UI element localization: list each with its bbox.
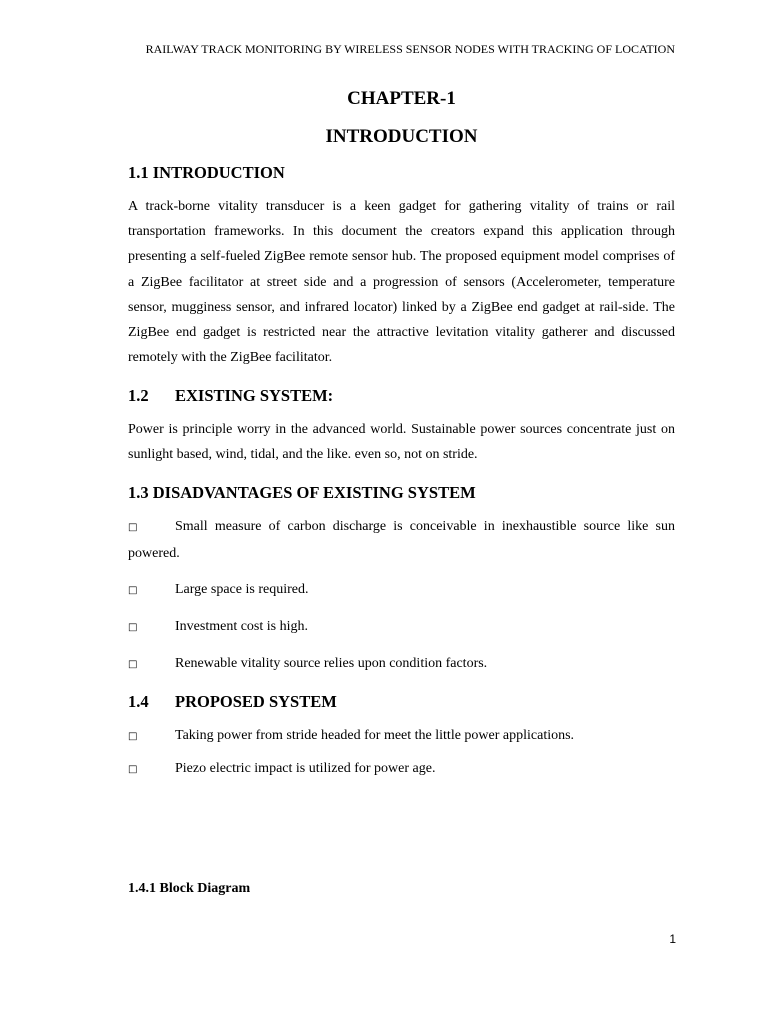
section-number: 1.2 <box>128 386 149 405</box>
list-item-text: Renewable vitality source relies upon condition factors. <box>175 656 488 671</box>
list-item-text: Taking power from stride headed for meet the little power applications. <box>175 728 575 743</box>
section-title: PROPOSED SYSTEM <box>175 692 337 711</box>
bullet-box-icon: □ <box>128 585 138 596</box>
bullet-box-icon: □ <box>128 764 138 775</box>
bullet-box-icon: □ <box>128 731 138 742</box>
running-header: RAILWAY TRACK MONITORING BY WIRELESS SENSOR NODES WITH TRACKING OF LOCATION <box>145 42 675 56</box>
list-item-text: Piezo electric impact is utilized for power age. <box>175 761 436 776</box>
chapter-title: INTRODUCTION <box>325 126 478 147</box>
bullet-box-icon: □ <box>128 659 138 670</box>
bullet-box-icon: □ <box>128 522 138 533</box>
list-item-text: Large space is required. <box>175 582 309 597</box>
introduction-paragraph: A track-borne vitality transducer is a keen gadget for gathering vitality of trains or rail transportation frameworks. In this document the creators expand this application through presenting a self-fueled ZigBee remote sensor hub. The proposed equipment model comprises of a ZigBee facilitator at street side and a progression of sensors (Accelerometer, temperature sensor, mugginess sensor, and infrared locator) linked by a ZigBee end gadget at rail-side. The ZigBee end gadget is restricted near the attractive levitation vitality gatherer and discussed remotely with the ZigBee facilitator. <box>128 199 675 366</box>
list-item <box>128 756 675 783</box>
page-number: 1 <box>669 932 676 946</box>
list-item <box>128 614 675 641</box>
section-number: 1.4 <box>128 692 149 711</box>
list-item <box>128 577 675 604</box>
list-item <box>128 651 675 678</box>
list-item-text: Small measure of carbon discharge is conceivable in inexhaustible source like sun powered. <box>128 519 675 561</box>
section-heading-disadvantages: 1.3 DISADVANTAGES OF EXISTING SYSTEM <box>128 483 476 502</box>
section-title: EXISTING SYSTEM: <box>175 386 334 405</box>
section-heading-introduction: 1.1 INTRODUCTION <box>128 163 285 182</box>
subsection-heading-block-diagram: 1.4.1 Block Diagram <box>128 881 251 896</box>
list-item <box>128 723 675 750</box>
section-heading-existing-system <box>128 386 333 406</box>
chapter-label: CHAPTER-1 <box>347 88 456 109</box>
list-item <box>128 514 675 566</box>
existing-system-paragraph: Power is principle worry in the advanced world. Sustainable power sources concentrate just on sunlight based, wind, tidal, and the like. even so, not on stride. <box>128 422 675 463</box>
section-heading-proposed-system <box>128 692 337 712</box>
bullet-box-icon: □ <box>128 622 138 633</box>
list-item-text: Investment cost is high. <box>175 619 308 634</box>
